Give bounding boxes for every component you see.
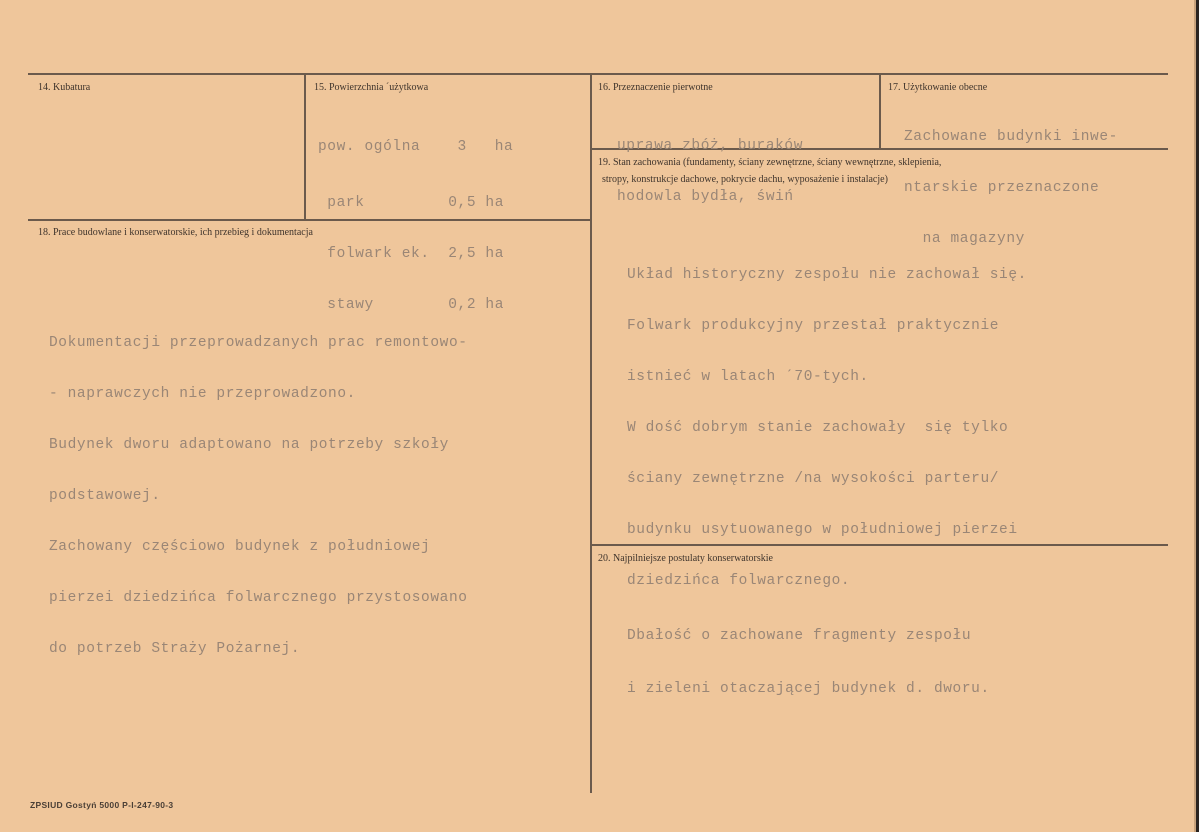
divider-16-17: [879, 73, 881, 149]
text-line: Zachowane budynki inwe-: [904, 129, 1118, 145]
text-line: budynku usytuowanego w południowej pierzei: [627, 522, 1018, 538]
field-16-label: 16. Przeznaczenie pierwotne: [598, 82, 713, 93]
text-line: Dokumentacji przeprowadzanych prac remontowo-: [49, 335, 468, 351]
text-line: na magazyny: [904, 231, 1025, 247]
field-18-text: [49, 301, 468, 692]
text-line: uprawa zbóż, buraków: [617, 138, 804, 154]
field-15-label: 15. Powierzchnia ˊużytkowa: [314, 82, 429, 93]
text-line: ściany zewnętrzne /na wysokości parteru/: [627, 471, 1000, 487]
text-line: ntarskie przeznaczone: [904, 180, 1100, 196]
text-line: istnieć w latach ˊ70-tych.: [627, 369, 869, 385]
divider-center: [590, 73, 592, 793]
text-line: W dość dobrym stanie zachowały się tylko: [627, 420, 1009, 436]
text-line: Dbałość o zachowane fragmenty zespołu: [627, 628, 972, 644]
text-line: park 0,5 ha: [318, 195, 505, 211]
text-line: podstawowej.: [49, 488, 161, 504]
text-line: Zachowany częściowo budynek z południowej: [49, 539, 431, 555]
field-18-label: 18. Prace budowlane i konserwatorskie, ich przebieg i dokumentacja: [38, 227, 313, 238]
field-14-label: 14. Kubatura: [38, 82, 91, 93]
top-rule: [28, 73, 1168, 75]
field-20-label: 20. Najpilniejsze postulaty konserwatorskie: [598, 553, 773, 564]
text-line: dziedzińca folwarcznego.: [627, 573, 851, 589]
field-17-label: 17. Użytkowanie obecne: [888, 82, 988, 93]
print-imprint: ZPSIUD Gostyń 5000 P-I-247-90-3: [30, 800, 174, 810]
text-line: do potrzeb Straży Pożarnej.: [49, 641, 301, 657]
text-line: Układ historyczny zespołu nie zachował się.: [627, 267, 1027, 283]
field-20-text: [627, 594, 990, 732]
text-line: folwark ek. 2,5 ha: [318, 246, 505, 262]
field-19-label-line1: 19. Stan zachowania (fundamenty, ściany zewnętrzne, ściany wewnętrzne, sklepienia,: [598, 157, 942, 168]
text-line: Budynek dworu adaptowano na potrzeby szkoły: [49, 437, 449, 453]
text-line: pierzei dziedzińca folwarcznego przystosowano: [49, 590, 468, 606]
divider-14-15: [304, 73, 306, 220]
field-19-text: [627, 233, 1027, 624]
text-line: i zieleni otaczającej budynek d. dworu.: [627, 681, 990, 697]
text-line: Folwark produkcyjny przestał praktycznie: [627, 318, 1000, 334]
text-line: - naprawczych nie przeprowadzono.: [49, 386, 356, 402]
field-19-label-line2: stropy, konstrukcje dachowe, pokrycie dachu, wyposażenie i instalacje): [602, 174, 888, 185]
field-16-text: [617, 104, 803, 240]
text-line: pow. ogólna 3 ha: [318, 139, 514, 155]
text-line: stawy 0,2 ha: [318, 297, 505, 313]
text-line: hodowla bydła, świń: [617, 189, 794, 205]
